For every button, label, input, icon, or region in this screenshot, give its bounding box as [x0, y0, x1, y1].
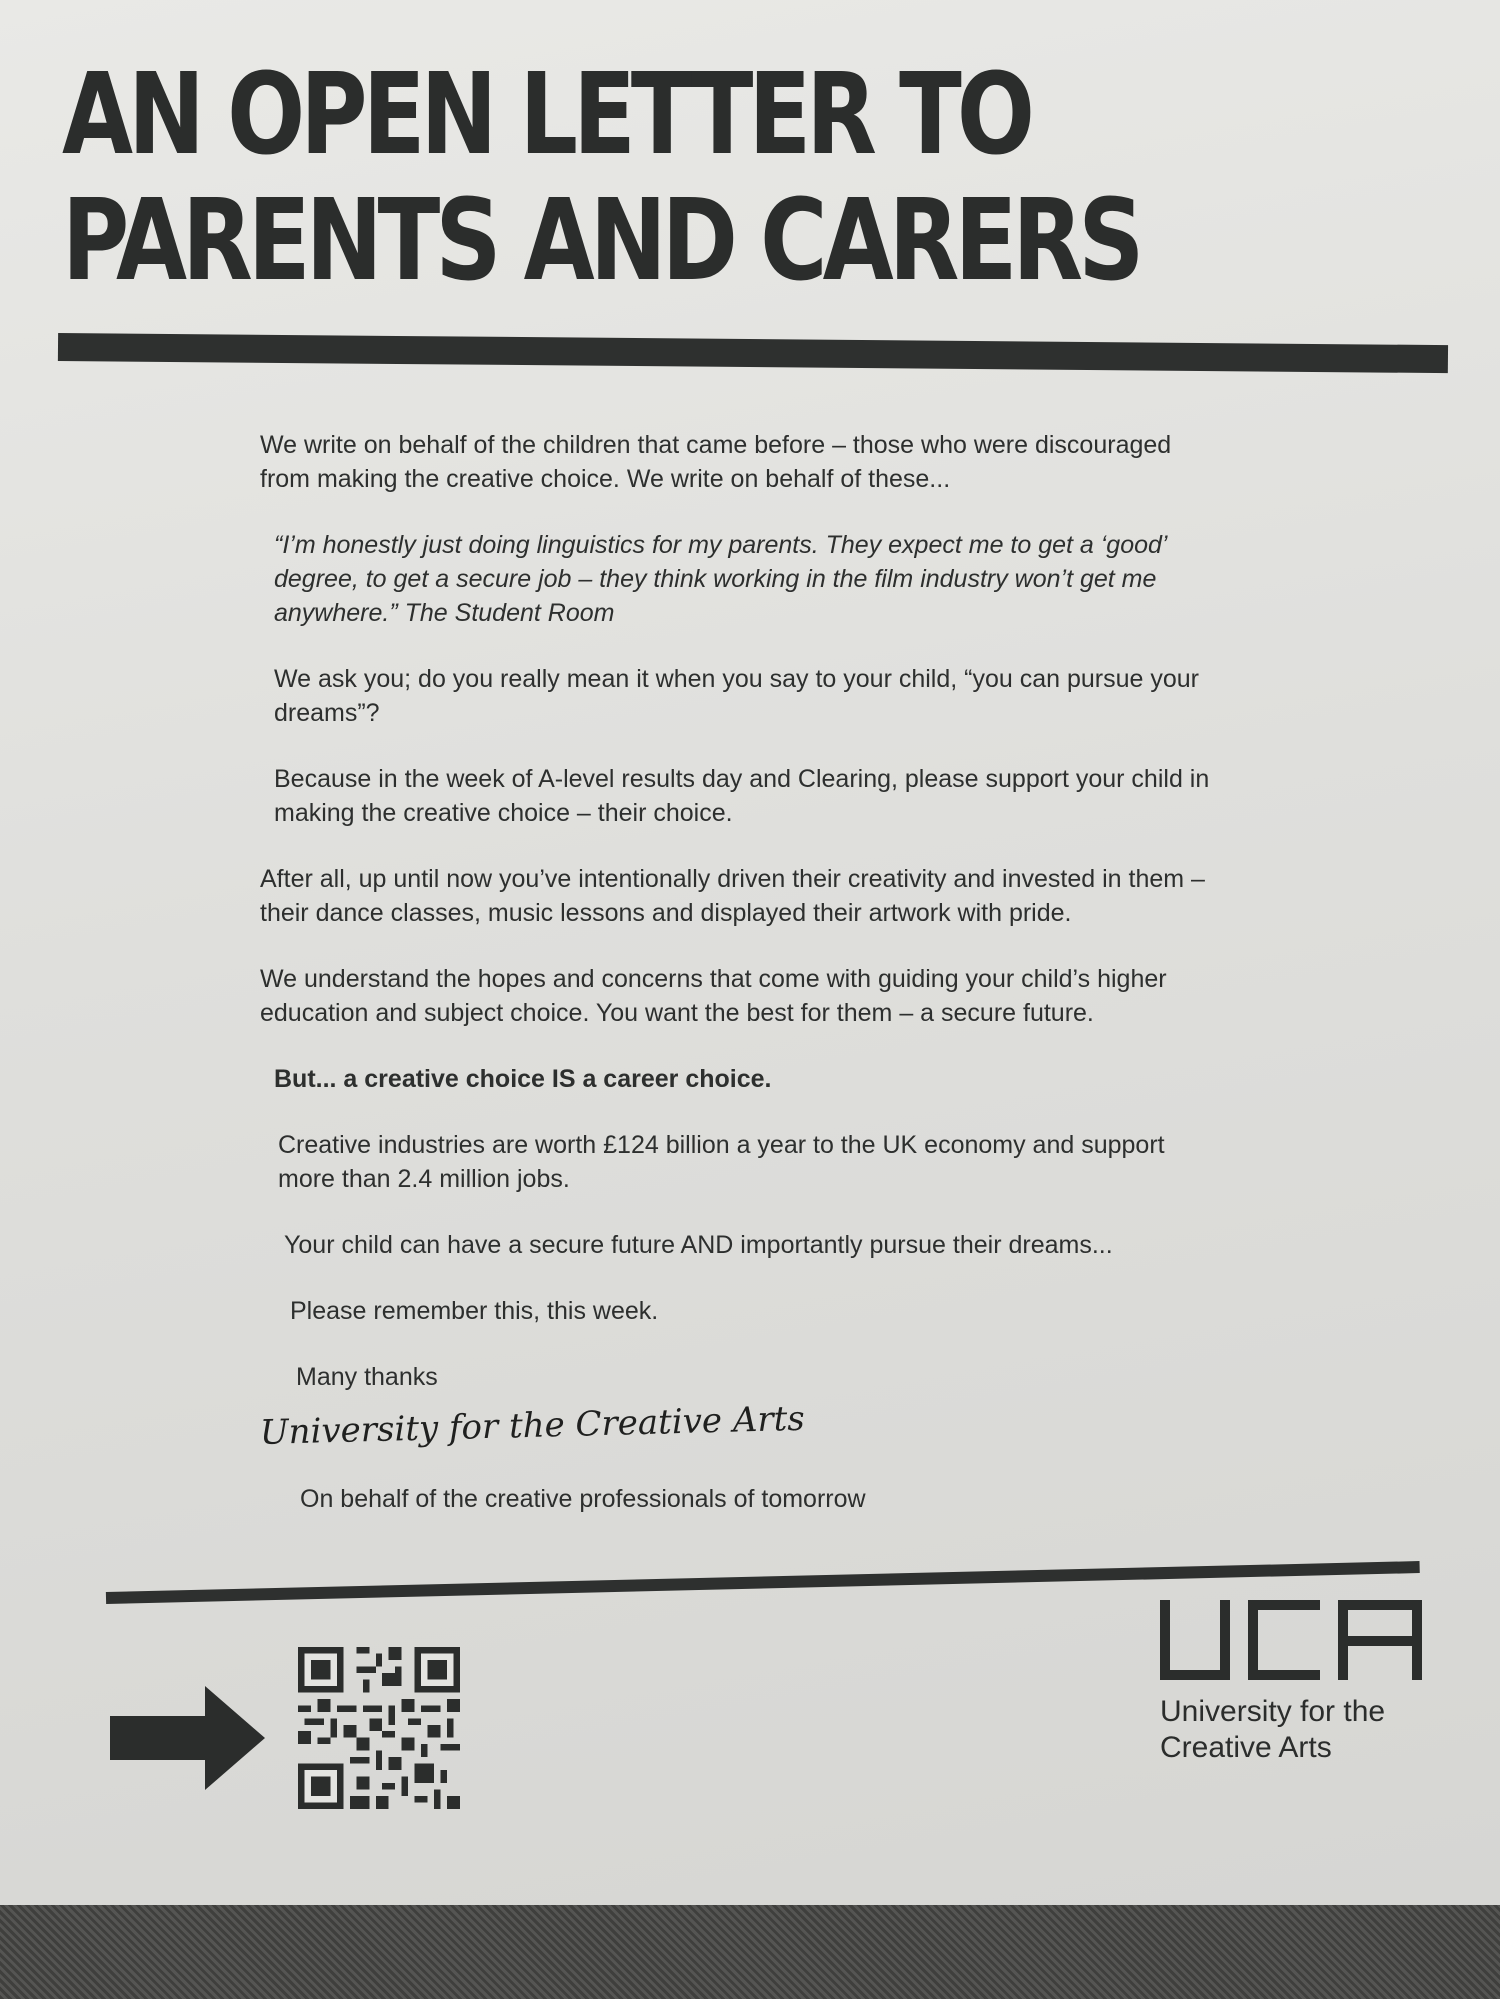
- arrow-right-icon: [110, 1686, 265, 1790]
- letter-remember: Please remember this, this week.: [290, 1297, 659, 1325]
- letter-industries: Creative industries are worth £124 billion a year to the UK economy and support more than 2.4 million jobs.: [278, 1131, 1165, 1193]
- uca-logo-text: [1160, 1694, 1430, 1766]
- headline-line-2: PARENTS AND CARERS: [62, 176, 1140, 306]
- letter-understand: We understand the hopes and concerns that come with guiding your child’s higher education and subject choice. You want the best for them – a secure future.: [260, 965, 1167, 1027]
- top-divider: [58, 333, 1448, 373]
- letter-body: [260, 428, 1210, 1548]
- uca-logo: [1160, 1600, 1430, 1766]
- headline: [62, 52, 1139, 304]
- uca-logo-line-2: Creative Arts: [1160, 1731, 1332, 1764]
- uca-logo-mark: [1160, 1600, 1422, 1680]
- uca-logo-line-1: University for the: [1160, 1695, 1386, 1728]
- letter-behalf: On behalf of the creative professionals of tomorrow: [300, 1485, 866, 1513]
- fabric-background: [0, 1905, 1500, 1999]
- letter-thanks: Many thanks: [296, 1363, 438, 1391]
- letter-intro: We write on behalf of the children that came before – those who were discouraged from making the creative choice. We write on behalf of these...: [260, 431, 1172, 493]
- qr-code-icon[interactable]: [298, 1647, 460, 1809]
- letter-support: Because in the week of A-level results day and Clearing, please support your child in making the creative choice – their choice.: [274, 765, 1210, 827]
- student-quote: “I’m honestly just doing linguistics for my parents. They expect me to get a ‘good’ degree, to get a secure job – they think working in the film industry won’t get me anywhere.” The Student Room: [274, 531, 1167, 627]
- letter-bold-statement: But... a creative choice IS a career choice.: [274, 1065, 772, 1093]
- letter-question: We ask you; do you really mean it when you say to your child, “you can pursue your dreams”?: [274, 665, 1200, 727]
- bottom-divider: [106, 1561, 1420, 1604]
- letter-secure-future: Your child can have a secure future AND importantly pursue their dreams...: [284, 1231, 1113, 1259]
- handwritten-signature: University for the Creative Arts: [259, 1398, 806, 1453]
- letter-after-all: After all, up until now you’ve intentionally driven their creativity and invested in them – their dance classes, music lessons and displayed their artwork with pride.: [260, 865, 1205, 927]
- headline-line-1: AN OPEN LETTER TO: [62, 50, 1031, 180]
